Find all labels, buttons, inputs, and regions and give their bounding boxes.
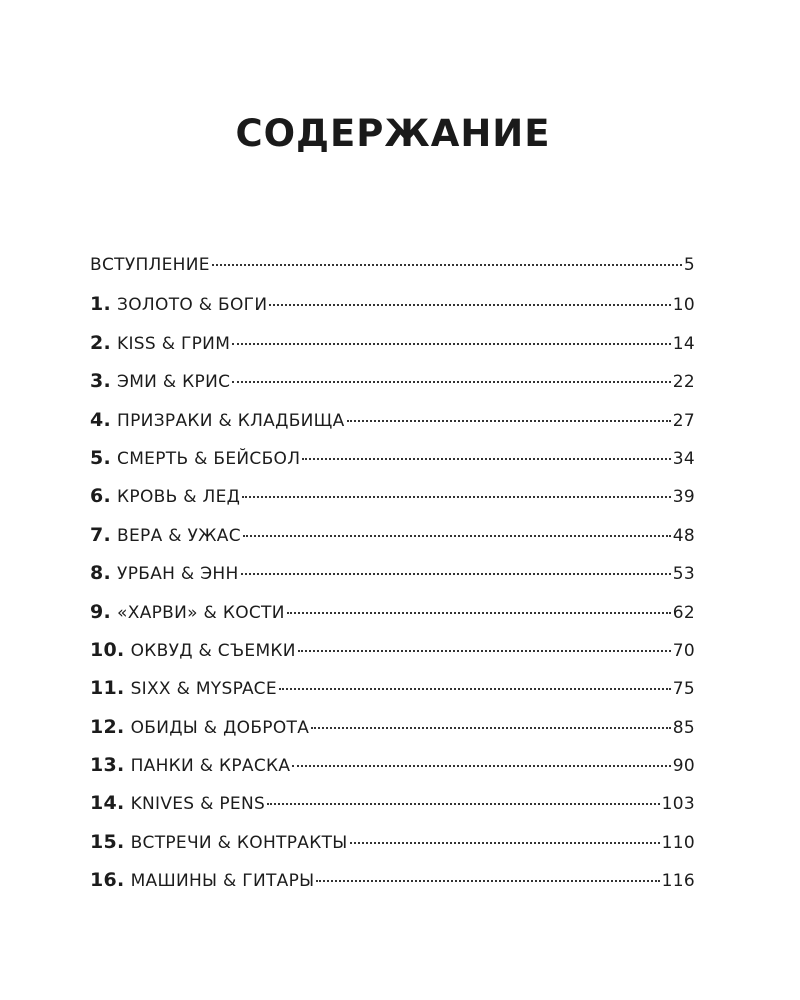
toc-entry-12[interactable]: [90, 716, 695, 754]
toc-dot-leader: [350, 842, 660, 844]
toc-entry-label: ОКВУД & СЪЕМКИ: [130, 640, 296, 661]
toc-entry-label: ПАНКИ & КРАСКА: [130, 756, 291, 777]
toc-entry-8[interactable]: [90, 562, 695, 600]
toc-list: [90, 255, 695, 908]
toc-entry-label: ОБИДЫ & ДОБРОТА: [130, 717, 310, 738]
toc-entry-number: 12.: [90, 715, 125, 738]
toc-entry-page: 70: [672, 640, 695, 661]
toc-entry-number: 4.: [90, 408, 112, 431]
toc-entry-label: ВСТУПЛЕНИЕ: [90, 255, 210, 275]
toc-dot-leader: [292, 765, 670, 767]
toc-dot-leader: [269, 304, 670, 306]
toc-dot-leader: [267, 803, 660, 805]
toc-entry-label: ВСТРЕЧИ & КОНТРАКТЫ: [130, 832, 348, 853]
toc-dot-leader: [298, 650, 671, 652]
toc-entry-page: 75: [672, 679, 695, 700]
toc-dot-leader: [242, 496, 671, 498]
toc-entry-label: ЭМИ & КРИС: [117, 372, 231, 393]
toc-dot-leader: [347, 420, 671, 422]
toc-entry-2[interactable]: [90, 332, 695, 370]
toc-entry-9[interactable]: [90, 601, 695, 639]
toc-entry-page: 116: [661, 871, 695, 892]
toc-entry-page: 10: [672, 295, 695, 316]
toc-entry-number: 13.: [90, 754, 125, 777]
toc-dot-leader: [243, 535, 671, 537]
toc-entry-number: 2.: [90, 331, 112, 354]
toc-entry-page: 90: [672, 756, 695, 777]
toc-entry-label: КРОВЬ & ЛЕД: [117, 487, 241, 508]
toc-entry-15[interactable]: [90, 831, 695, 869]
page-title: СОДЕРЖАНИЕ: [235, 112, 551, 155]
toc-entry-label: ПРИЗРАКИ & КЛАДБИЩА: [117, 410, 345, 431]
toc-entry-number: 5.: [90, 446, 112, 469]
toc-entry-page: 85: [672, 717, 695, 738]
toc-entry-6[interactable]: [90, 485, 695, 523]
toc-entry-13[interactable]: [90, 754, 695, 792]
toc-entry-label: ЗОЛОТО & БОГИ: [117, 295, 268, 316]
toc-entry-page: 53: [672, 564, 695, 585]
toc-entry-number: 15.: [90, 830, 125, 853]
toc-entry-page: 39: [672, 487, 695, 508]
toc-entry-label: SIXX & MYSPACE: [130, 679, 277, 700]
toc-entry-page: 110: [661, 832, 695, 853]
toc-entry-number: 14.: [90, 792, 125, 815]
toc-entry-1[interactable]: [90, 293, 695, 331]
toc-entry-label: СМЕРТЬ & БЕЙСБОЛ: [117, 448, 301, 469]
toc-dot-leader: [287, 612, 671, 614]
toc-entry-number: 11.: [90, 677, 125, 700]
toc-entry-page: 22: [672, 372, 695, 393]
toc-entry-16[interactable]: [90, 869, 695, 907]
toc-entry-label: УРБАН & ЭНН: [117, 564, 239, 585]
toc-entry-14[interactable]: [90, 792, 695, 830]
toc-entry-page: 103: [661, 794, 695, 815]
toc-entry-page: 5: [683, 255, 695, 275]
toc-entry-number: 6.: [90, 485, 112, 508]
toc-dot-leader: [302, 458, 670, 460]
toc-entry-label: KNIVES & PENS: [130, 794, 266, 815]
toc-entry-number: 16.: [90, 869, 125, 892]
toc-entry-page: 14: [672, 333, 695, 354]
toc-entry-label: МАШИНЫ & ГИТАРЫ: [130, 871, 315, 892]
toc-entry-label: «ХАРВИ» & КОСТИ: [117, 602, 285, 623]
toc-dot-leader: [316, 880, 659, 882]
toc-dot-leader: [311, 727, 671, 729]
toc-entry-number: 9.: [90, 600, 112, 623]
toc-dot-leader: [241, 573, 671, 575]
toc-dot-leader: [232, 343, 671, 345]
toc-entry-label: KISS & ГРИМ: [117, 333, 231, 354]
toc-entry-5[interactable]: [90, 447, 695, 485]
toc-entry-page: 27: [672, 410, 695, 431]
toc-entry-10[interactable]: [90, 639, 695, 677]
toc-entry-label: ВЕРА & УЖАС: [117, 525, 241, 546]
toc-dot-leader: [212, 264, 682, 266]
toc-entry-3[interactable]: [90, 370, 695, 408]
toc-entry-number: 3.: [90, 370, 112, 393]
toc-dot-leader: [232, 381, 670, 383]
toc-entry-7[interactable]: [90, 524, 695, 562]
toc-entry-number: 8.: [90, 562, 112, 585]
toc-entry-page: 62: [672, 602, 695, 623]
toc-entry-intro[interactable]: [90, 255, 695, 293]
toc-entry-4[interactable]: [90, 409, 695, 447]
toc-entry-number: 7.: [90, 523, 112, 546]
toc-dot-leader: [279, 688, 671, 690]
toc-entry-number: 10.: [90, 638, 125, 661]
toc-entry-11[interactable]: [90, 677, 695, 715]
toc-entry-page: 48: [672, 525, 695, 546]
toc-entry-page: 34: [672, 448, 695, 469]
toc-entry-number: 1.: [90, 293, 112, 316]
